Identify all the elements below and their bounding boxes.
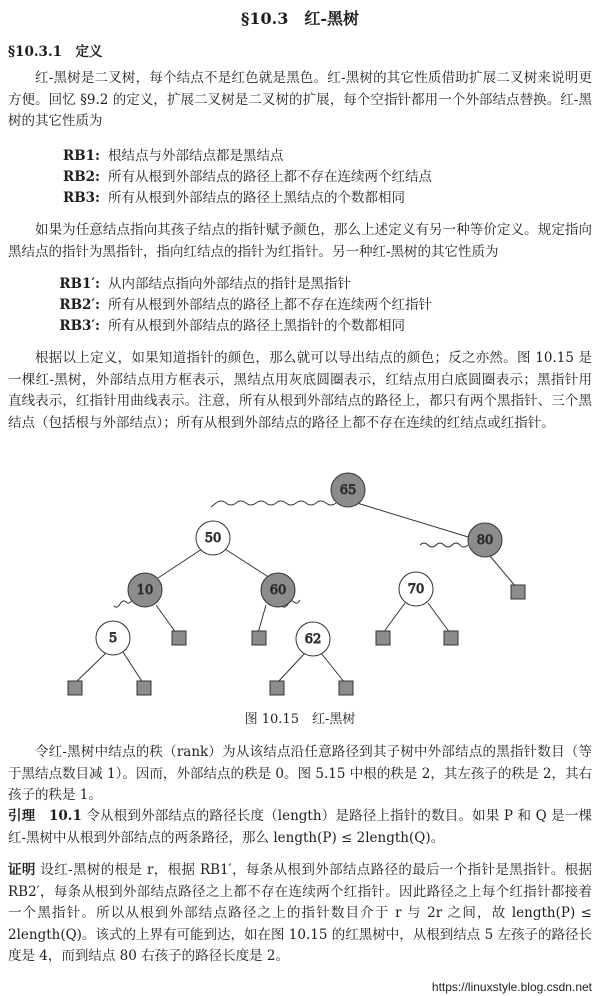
node-key: 70 <box>407 582 425 597</box>
black-pointer-62-ext-left <box>277 653 305 683</box>
black-pointer-62-ext-right <box>321 653 345 683</box>
rules-list-1 <box>50 146 432 209</box>
tree-node-80 <box>468 523 502 557</box>
black-pointer-50-60 <box>225 549 270 578</box>
rule-rb2-prime: RB2′: 所有从根到外部结点的路径上都不存在连续两个红指针 <box>59 297 432 313</box>
black-pointer-50-10 <box>158 549 202 578</box>
tree-node-50 <box>196 521 230 555</box>
node-key: 10 <box>136 583 154 598</box>
lemma-block <box>8 806 592 849</box>
black-pointer-70-ext-left <box>383 603 405 633</box>
proof-block <box>8 860 592 968</box>
node-key: 60 <box>269 583 287 598</box>
node-key: 62 <box>304 632 322 647</box>
paragraph-pointer-colors: 如果为任意结点指向其孩子结点的指针赋予颜色，那么上述定义有另一种等价定义。规定指向黑结点的指针为黑指针，指向红结点的指针为红指针。另一种红-黑树的其它性质为 <box>8 222 592 260</box>
rule-rb1: RB1: 根结点与外部结点都是黑结点 <box>62 148 284 164</box>
rule-rb2: RB2: 所有从根到外部结点的路径上都不存在连续两个红结点 <box>62 169 432 185</box>
watermark-url: https://linuxstyle.blog.csdn.net <box>431 980 592 994</box>
proof-label: 证明 <box>8 862 36 878</box>
figure-caption: 图 10.15 红-黑树 <box>244 712 356 727</box>
external-node <box>376 631 390 645</box>
external-node <box>339 681 353 695</box>
node-key: 5 <box>108 631 118 646</box>
external-node <box>252 631 266 645</box>
black-pointer-10-ext <box>156 605 176 633</box>
subsection-heading: §10.3.1 定义 <box>8 44 103 60</box>
black-pointer-60-ext <box>258 605 266 633</box>
black-pointer-65-80 <box>357 503 478 540</box>
paragraph-figure-explanation: 根据以上定义，如果知道指针的颜色，那么就可以导出结点的颜色；反之亦然。图 10.15 是一棵红-黑树，外部结点用方框表示，黑结点用灰底圆圈表示，红结点用白底圆圈表示；黑指针用直线表示，红指针用曲线表示。注意，所有从根到外部结点的路径上，都只有两个黑指针、三个黑结点（包括根与外部结点）；所有从根到外部结点的路径上都不存在连续的红结点或红指针。 <box>8 350 592 431</box>
black-pointer-70-ext-right <box>428 603 450 633</box>
red-black-tree-diagram <box>0 460 600 705</box>
rules-list-2 <box>50 274 432 337</box>
tree-node-62 <box>296 622 330 656</box>
external-node <box>444 631 458 645</box>
tree-node-70 <box>399 572 433 606</box>
paragraph-definition: 红-黑树是二叉树，每个结点不是红色就是黑色。红-黑树的其它性质借助扩展二叉树来说明更方便。回忆 §9.2 的定义，扩展二叉树是二叉树的扩展，每个空指针都用一个外部结点替换。红-黑树的其它性质为 <box>8 70 592 129</box>
proof-text: 设红-黑树的根是 r，根据 RB1′，每条从根到外部结点路径的最后一个指针是黑指针。根据 RB2′，每条从根到外部结点路径之上都不存在连续两个红指针。因此路径之上每个红指针都接着一个黑指针。所以从根到外部结点路径之上的指针数目介于 r 与 2r 之间，故 length(P) ≤ 2length(Q)。该式的上界有可能到达，如在图 10.15 的红黑树中，从根到结点 5 左孩子的路径长度是 4，而到结点 80 右孩子的路径长度是 2。 <box>8 862 592 964</box>
black-pointer-5-ext-left <box>75 652 107 683</box>
section-title: §10.3 红-黑树 <box>241 9 359 28</box>
paragraph-rank: 令红-黑树中结点的秩（rank）为从该结点沿任意路径到其子树中外部结点的黑指针数目（等于黑结点数目减 1）。因而，外部结点的秩是 0。图 5.15 中根的秩是 2，其左孩子的秩是 2，其右孩子的秩是 1。 <box>8 744 592 803</box>
lemma-text: 令从根到外部结点的路径长度（length）是路径上指针的数目。如果 P 和 Q 是一棵红-黑树中从根到外部结点的两条路径，那么 length(P) ≤ 2length(Q)。 <box>8 808 592 846</box>
black-pointer-5-ext-right <box>123 652 143 683</box>
external-node <box>137 681 151 695</box>
tree-node-65 <box>331 473 365 507</box>
node-key: 80 <box>476 533 494 548</box>
node-key: 65 <box>339 483 357 498</box>
external-node <box>511 585 525 599</box>
external-node <box>270 681 284 695</box>
external-node <box>68 681 82 695</box>
tree-node-60 <box>261 573 295 607</box>
rule-rb1-prime: RB1′: 从内部结点指向外部结点的指针是黑指针 <box>59 276 351 292</box>
tree-node-5 <box>96 621 130 655</box>
external-node <box>172 631 186 645</box>
tree-node-10 <box>128 573 162 607</box>
black-pointer-80-ext <box>490 556 516 587</box>
lemma-label: 引理 10.1 <box>8 808 82 824</box>
rule-rb3-prime: RB3′: 所有从根到外部结点的路径上黑指针的个数都相同 <box>59 318 405 334</box>
red-pointer-65-50 <box>211 501 336 507</box>
red-pointer-80-70 <box>420 543 468 547</box>
node-key: 50 <box>204 531 222 546</box>
red-pointer-10-5 <box>114 600 132 607</box>
rule-rb3: RB3: 所有从根到外部结点的路径上黑结点的个数都相同 <box>62 190 405 206</box>
